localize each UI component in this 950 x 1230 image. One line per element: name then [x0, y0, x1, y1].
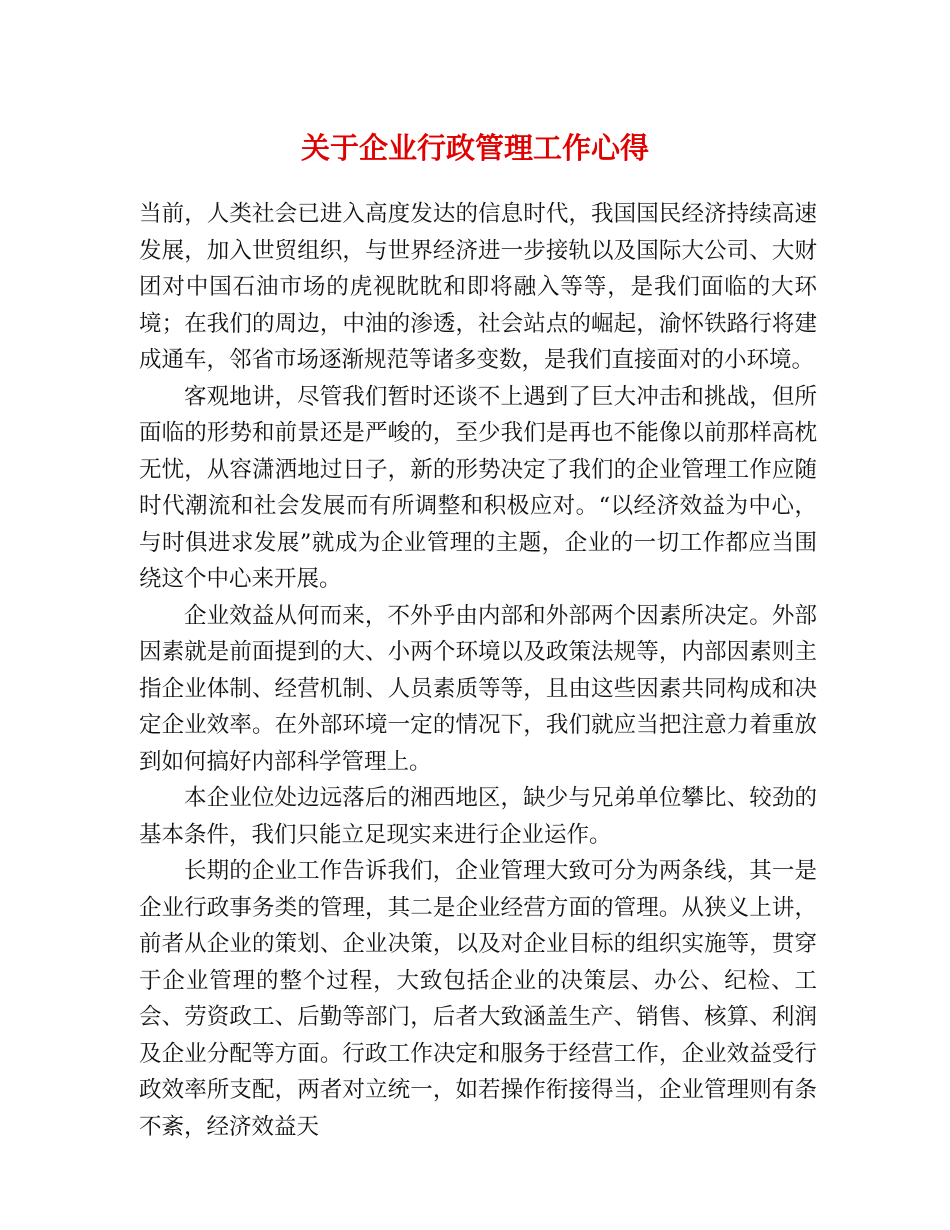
- paragraph-4: 本企业位处边远落后的湘西地区，缺少与兄弟单位攀比、较劲的基本条件，我们只能立足现实来进行企业运作。: [139, 785, 817, 848]
- paragraph-3: 企业效益从何而来，不外乎由内部和外部两个因素所决定。外部因素就是前面提到的大、小两个环境以及政策法规等，内部因素则主指企业体制、经营机制、人员素质等等，且由这些因素共同构成和决定企业效率。在外部环境一定的情况下，我们就应当把注意力着重放到如何搞好内部科学管理上。: [139, 602, 817, 775]
- paragraph-1: 当前，人类社会已进入高度发达的信息时代，我国国民经济持续高速发展，加入世贸组织，与世界经济进一步接轨以及国际大公司、大财团对中国石油市场的虎视眈眈和即将融入等等，是我们面临的大环境；在我们的周边，中油的渗透，社会站点的崛起，渝怀铁路行将建成通车，邻省市场逐渐规范等诸多变数，是我们直接面对的小环境。: [139, 201, 817, 373]
- document-title: 关于企业行政管理工作心得: [300, 131, 649, 165]
- paragraph-5: 长期的企业工作告诉我们，企业管理大致可分为两条线，其一是企业行政事务类的管理，其二是企业经营方面的管理。从狭义上讲，前者从企业的策划、企业决策，以及对企业目标的组织实施等，贯穿于企业管理的整个过程，大致包括企业的决策层、办公、纪检、工会、劳资政工、后勤等部门，后者大致涵盖生产、销售、核算、利润及企业分配等方面。行政工作决定和服务于经营工作，企业效益受行政效率所支配，两者对立统一，如若操作衔接得当，企业管理则有条不紊，经济效益天: [139, 858, 817, 1140]
- document-body: [139, 196, 817, 1145]
- paragraph-2: 客观地讲，尽管我们暂时还谈不上遇到了巨大冲击和挑战，但所面临的形势和前景还是严峻的，至少我们是再也不能像以前那样高枕无忧，从容潇洒地过日子，新的形势决定了我们的企业管理工作应随时代潮流和社会发展而有所调整和积极应对。“以经济效益为中心，与时俱进求发展”就成为企业管理的主题，企业的一切工作都应当围绕这个中心来开展。: [139, 383, 817, 592]
